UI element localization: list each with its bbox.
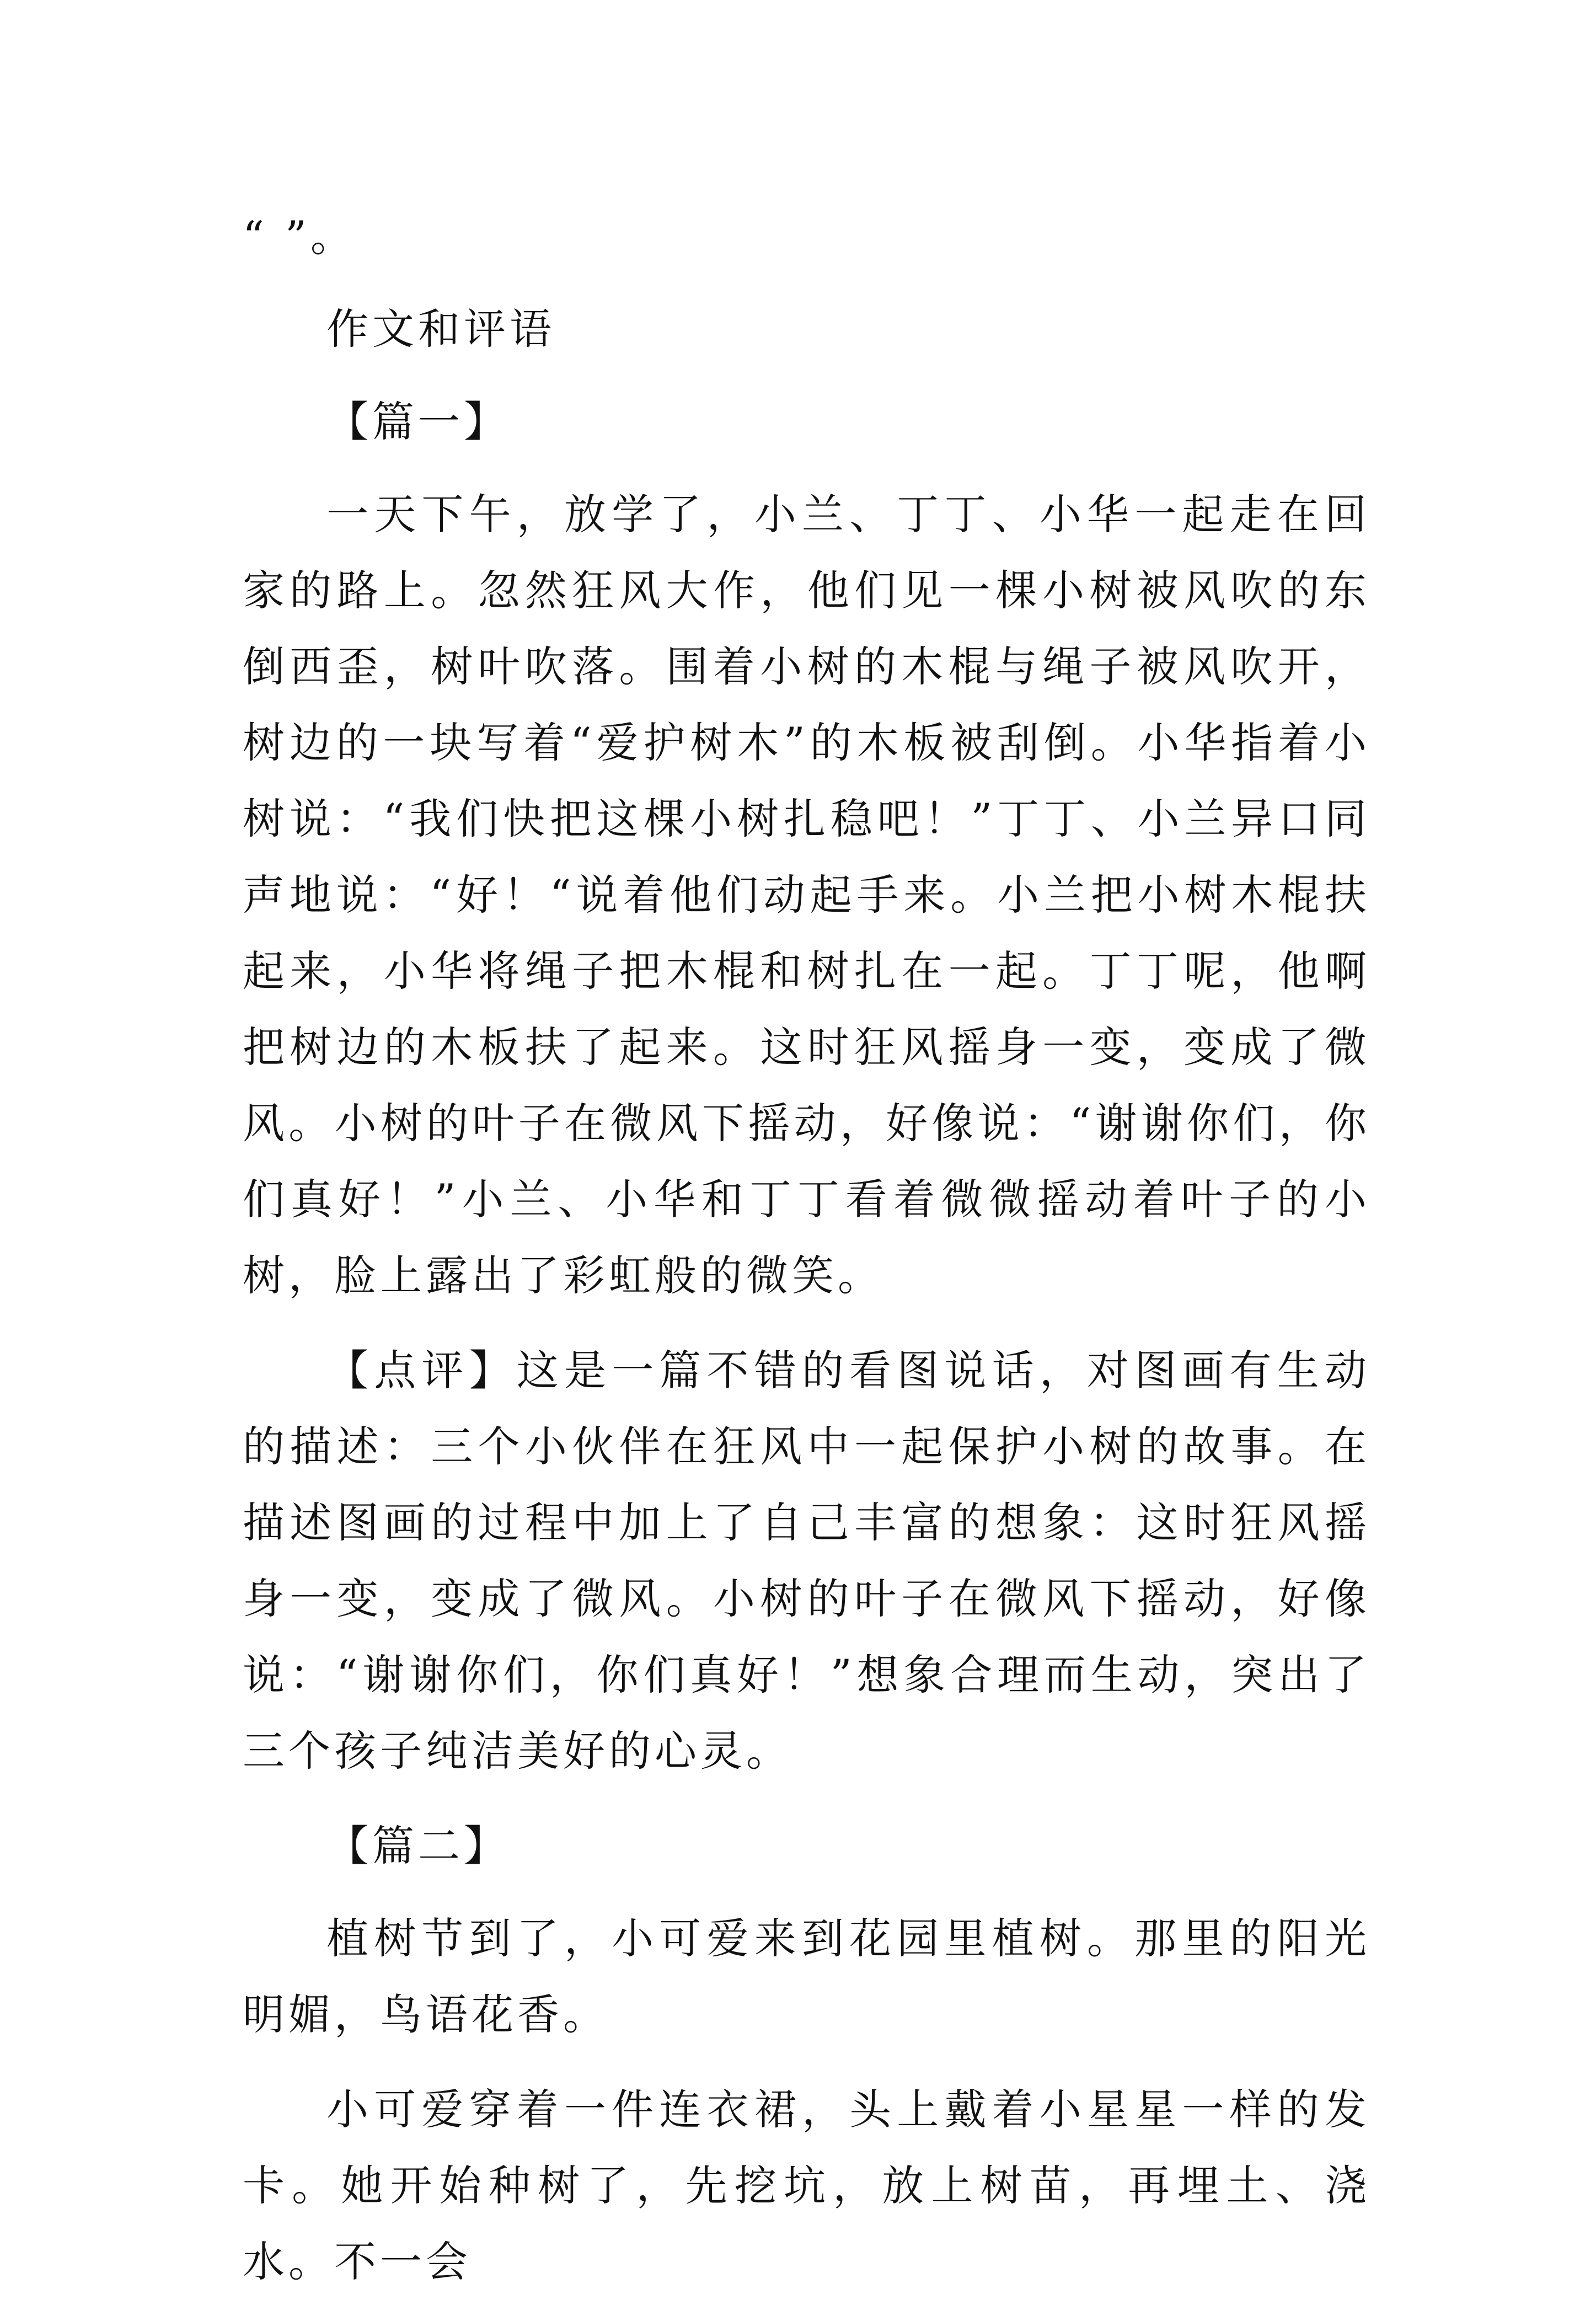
document-page — [243, 199, 1370, 2300]
essay-1-comment: 【点评】这是一篇不错的看图说话，对图画有生动的描述：三个小伙伴在狂风中一起保护小树的故事。在描述图画的过程中加上了自己丰富的想象：这时狂风摇身一变，变成了微风。小树的叶子在微风下摇动，好像说：“谢谢你们，你们真好！”想象合理而生动，突出了三个孩子纯洁美好的心灵。 — [243, 1346, 1370, 1775]
essay-1-label: 【篇一】 — [326, 397, 510, 446]
essay-1-body: 一天下午，放学了，小兰、丁丁、小华一起走在回家的路上。忽然狂风大作，他们见一棵小树被风吹的东倒西歪，树叶吹落。围着小树的木棍与绳子被风吹开，树边的一块写着“爱护树木”的木板被刮倒。小华指着小树说：“我们快把这棵小树扎稳吧！”丁丁、小兰异口同声地说：“好！“说着他们动起手来。小兰把小树木棍扶起来，小华将绳子把木棍和树扎在一起。丁丁呢，他啊把树边的木板扶了起来。这时狂风摇身一变，变成了微风。小树的叶子在微风下摇动，好像说：“谢谢你们，你们真好！”小兰、小华和丁丁看着微微摇动着叶子的小树，脸上露出了彩虹般的微笑。 — [243, 490, 1370, 1300]
section-title: 作文和评语 — [326, 304, 555, 354]
essay-2-label: 【篇二】 — [326, 1821, 510, 1870]
essay-2-paragraph-1: 植树节到了，小可爱来到花园里植树。那里的阳光明媚，鸟语花香。 — [243, 1914, 1370, 2039]
opening-fragment: “ ”。 — [243, 212, 356, 261]
essay-2-paragraph-2: 小可爱穿着一件连衣裙，头上戴着小星星一样的发卡。她开始种树了，先挖坑，放上树苗，再埋土、浇水。不一会 — [243, 2085, 1370, 2286]
